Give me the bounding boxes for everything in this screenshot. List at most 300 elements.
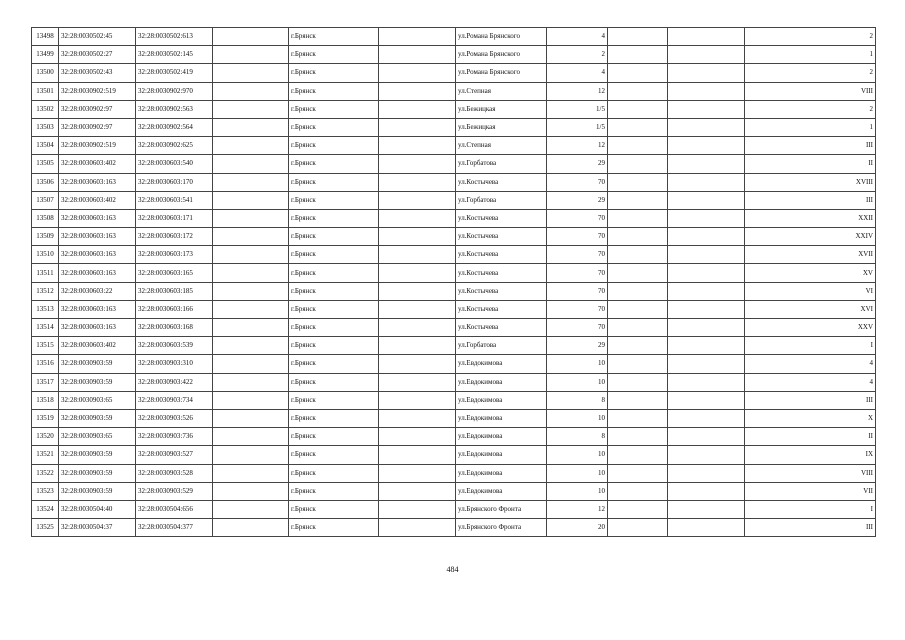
house-number-cell: 70 <box>547 319 608 337</box>
house-number-cell: 12 <box>547 500 608 518</box>
blank-cell-cell <box>379 464 456 482</box>
city-cell: г.Брянск <box>289 300 379 318</box>
blank-cell-cell <box>379 64 456 82</box>
blank-cell-cell <box>608 209 668 227</box>
house-number-cell: 29 <box>547 155 608 173</box>
blank-cell-cell <box>668 100 745 118</box>
parcel-cadastral-number-cell: 32:28:0030902:519 <box>59 82 136 100</box>
blank-cell-cell <box>213 118 289 136</box>
blank-cell-cell <box>608 446 668 464</box>
house-number-cell: 4 <box>547 64 608 82</box>
blank-cell-cell <box>213 337 289 355</box>
city-cell: г.Брянск <box>289 319 379 337</box>
table-row <box>32 373 876 391</box>
table-row <box>32 355 876 373</box>
blank-cell-cell <box>608 464 668 482</box>
table-row <box>32 246 876 264</box>
row-number-cell: 13509 <box>32 228 59 246</box>
blank-cell-cell <box>668 409 745 427</box>
parcel-cadastral-number-cell: 32:28:0030903:65 <box>59 391 136 409</box>
object-cadastral-number-cell: 32:28:0030902:564 <box>136 118 213 136</box>
parcel-cadastral-number-cell: 32:28:0030903:59 <box>59 464 136 482</box>
street-cell: ул.Евдокимова <box>456 464 547 482</box>
row-number-cell: 13511 <box>32 264 59 282</box>
blank-cell-cell <box>608 373 668 391</box>
blank-cell-cell <box>213 500 289 518</box>
blank-cell-cell <box>213 82 289 100</box>
blank-cell-cell <box>379 337 456 355</box>
house-number-cell: 70 <box>547 228 608 246</box>
blank-cell-cell <box>608 500 668 518</box>
premises-number-cell: 4 <box>745 355 876 373</box>
city-cell: г.Брянск <box>289 373 379 391</box>
object-cadastral-number-cell: 32:28:0030902:625 <box>136 137 213 155</box>
blank-cell-cell <box>668 300 745 318</box>
parcel-cadastral-number-cell: 32:28:0030903:65 <box>59 428 136 446</box>
table-row <box>32 100 876 118</box>
blank-cell-cell <box>213 228 289 246</box>
row-number-cell: 13504 <box>32 137 59 155</box>
house-number-cell: 2 <box>547 46 608 64</box>
house-number-cell: 70 <box>547 209 608 227</box>
blank-cell-cell <box>213 28 289 46</box>
blank-cell-cell <box>608 137 668 155</box>
object-cadastral-number-cell: 32:28:0030603:165 <box>136 264 213 282</box>
city-cell: г.Брянск <box>289 446 379 464</box>
street-cell: ул.Романа Брянского <box>456 64 547 82</box>
object-cadastral-number-cell: 32:28:0030903:736 <box>136 428 213 446</box>
blank-cell-cell <box>213 391 289 409</box>
city-cell: г.Брянск <box>289 100 379 118</box>
object-cadastral-number-cell: 32:28:0030603:540 <box>136 155 213 173</box>
blank-cell-cell <box>668 464 745 482</box>
row-number-cell: 13521 <box>32 446 59 464</box>
table-row <box>32 209 876 227</box>
row-number-cell: 13512 <box>32 282 59 300</box>
premises-number-cell: XV <box>745 264 876 282</box>
city-cell: г.Брянск <box>289 209 379 227</box>
blank-cell-cell <box>379 228 456 246</box>
blank-cell-cell <box>668 137 745 155</box>
city-cell: г.Брянск <box>289 137 379 155</box>
object-cadastral-number-cell: 32:28:0030603:539 <box>136 337 213 355</box>
object-cadastral-number-cell: 32:28:0030502:145 <box>136 46 213 64</box>
street-cell: ул.Костычева <box>456 264 547 282</box>
blank-cell-cell <box>213 373 289 391</box>
register-table <box>31 27 876 537</box>
blank-cell-cell <box>379 28 456 46</box>
blank-cell-cell <box>213 100 289 118</box>
object-cadastral-number-cell: 32:28:0030504:656 <box>136 500 213 518</box>
blank-cell-cell <box>379 500 456 518</box>
house-number-cell: 70 <box>547 282 608 300</box>
object-cadastral-number-cell: 32:28:0030903:527 <box>136 446 213 464</box>
blank-cell-cell <box>213 209 289 227</box>
premises-number-cell: XVII <box>745 246 876 264</box>
city-cell: г.Брянск <box>289 337 379 355</box>
house-number-cell: 8 <box>547 428 608 446</box>
blank-cell-cell <box>608 355 668 373</box>
premises-number-cell: XVIII <box>745 173 876 191</box>
house-number-cell: 12 <box>547 82 608 100</box>
blank-cell-cell <box>608 155 668 173</box>
table-row <box>32 191 876 209</box>
house-number-cell: 1/5 <box>547 118 608 136</box>
city-cell: г.Брянск <box>289 264 379 282</box>
table-row <box>32 391 876 409</box>
blank-cell-cell <box>213 264 289 282</box>
blank-cell-cell <box>379 46 456 64</box>
blank-cell-cell <box>379 82 456 100</box>
blank-cell-cell <box>379 319 456 337</box>
premises-number-cell: III <box>745 391 876 409</box>
city-cell: г.Брянск <box>289 173 379 191</box>
street-cell: ул.Евдокимова <box>456 482 547 500</box>
object-cadastral-number-cell: 32:28:0030902:563 <box>136 100 213 118</box>
blank-cell-cell <box>379 137 456 155</box>
street-cell: ул.Горбатова <box>456 337 547 355</box>
parcel-cadastral-number-cell: 32:28:0030603:163 <box>59 209 136 227</box>
city-cell: г.Брянск <box>289 118 379 136</box>
blank-cell-cell <box>213 355 289 373</box>
blank-cell-cell <box>668 337 745 355</box>
premises-number-cell: 4 <box>745 373 876 391</box>
premises-number-cell: XXII <box>745 209 876 227</box>
parcel-cadastral-number-cell: 32:28:0030902:97 <box>59 118 136 136</box>
parcel-cadastral-number-cell: 32:28:0030504:37 <box>59 519 136 537</box>
table-row <box>32 173 876 191</box>
street-cell: ул.Костычева <box>456 228 547 246</box>
house-number-cell: 10 <box>547 464 608 482</box>
row-number-cell: 13516 <box>32 355 59 373</box>
parcel-cadastral-number-cell: 32:28:0030603:402 <box>59 191 136 209</box>
object-cadastral-number-cell: 32:28:0030903:310 <box>136 355 213 373</box>
parcel-cadastral-number-cell: 32:28:0030504:40 <box>59 500 136 518</box>
city-cell: г.Брянск <box>289 246 379 264</box>
city-cell: г.Брянск <box>289 482 379 500</box>
blank-cell-cell <box>379 391 456 409</box>
object-cadastral-number-cell: 32:28:0030502:613 <box>136 28 213 46</box>
city-cell: г.Брянск <box>289 519 379 537</box>
blank-cell-cell <box>379 173 456 191</box>
premises-number-cell: III <box>745 191 876 209</box>
blank-cell-cell <box>608 519 668 537</box>
blank-cell-cell <box>668 191 745 209</box>
blank-cell-cell <box>608 428 668 446</box>
house-number-cell: 8 <box>547 391 608 409</box>
blank-cell-cell <box>213 246 289 264</box>
city-cell: г.Брянск <box>289 228 379 246</box>
blank-cell-cell <box>668 373 745 391</box>
blank-cell-cell <box>608 300 668 318</box>
street-cell: ул.Горбатова <box>456 191 547 209</box>
blank-cell-cell <box>213 464 289 482</box>
row-number-cell: 13522 <box>32 464 59 482</box>
house-number-cell: 4 <box>547 28 608 46</box>
blank-cell-cell <box>608 191 668 209</box>
blank-cell-cell <box>379 118 456 136</box>
blank-cell-cell <box>668 46 745 64</box>
row-number-cell: 13524 <box>32 500 59 518</box>
parcel-cadastral-number-cell: 32:28:0030603:163 <box>59 300 136 318</box>
city-cell: г.Брянск <box>289 428 379 446</box>
blank-cell-cell <box>379 100 456 118</box>
premises-number-cell: XXV <box>745 319 876 337</box>
house-number-cell: 70 <box>547 173 608 191</box>
row-number-cell: 13498 <box>32 28 59 46</box>
row-number-cell: 13507 <box>32 191 59 209</box>
blank-cell-cell <box>668 482 745 500</box>
object-cadastral-number-cell: 32:28:0030903:422 <box>136 373 213 391</box>
street-cell: ул.Костычева <box>456 300 547 318</box>
parcel-cadastral-number-cell: 32:28:0030603:163 <box>59 264 136 282</box>
street-cell: ул.Костычева <box>456 246 547 264</box>
row-number-cell: 13513 <box>32 300 59 318</box>
city-cell: г.Брянск <box>289 155 379 173</box>
house-number-cell: 29 <box>547 191 608 209</box>
city-cell: г.Брянск <box>289 46 379 64</box>
house-number-cell: 10 <box>547 446 608 464</box>
object-cadastral-number-cell: 32:28:0030603:173 <box>136 246 213 264</box>
blank-cell-cell <box>608 82 668 100</box>
street-cell: ул.Бежицкая <box>456 118 547 136</box>
city-cell: г.Брянск <box>289 191 379 209</box>
house-number-cell: 10 <box>547 409 608 427</box>
street-cell: ул.Евдокимова <box>456 409 547 427</box>
object-cadastral-number-cell: 32:28:0030603:185 <box>136 282 213 300</box>
blank-cell-cell <box>608 319 668 337</box>
blank-cell-cell <box>213 282 289 300</box>
street-cell: ул.Костычева <box>456 209 547 227</box>
table-row <box>32 464 876 482</box>
object-cadastral-number-cell: 32:28:0030603:166 <box>136 300 213 318</box>
blank-cell-cell <box>608 46 668 64</box>
premises-number-cell: 2 <box>745 100 876 118</box>
premises-number-cell: I <box>745 337 876 355</box>
row-number-cell: 13502 <box>32 100 59 118</box>
house-number-cell: 10 <box>547 355 608 373</box>
row-number-cell: 13525 <box>32 519 59 537</box>
blank-cell-cell <box>379 155 456 173</box>
city-cell: г.Брянск <box>289 464 379 482</box>
table-body <box>32 28 876 537</box>
blank-cell-cell <box>379 519 456 537</box>
premises-number-cell: III <box>745 519 876 537</box>
blank-cell-cell <box>608 409 668 427</box>
premises-number-cell: 2 <box>745 28 876 46</box>
house-number-cell: 10 <box>547 373 608 391</box>
blank-cell-cell <box>213 300 289 318</box>
object-cadastral-number-cell: 32:28:0030603:172 <box>136 228 213 246</box>
blank-cell-cell <box>213 155 289 173</box>
page-number: 484 <box>446 565 459 574</box>
premises-number-cell: 1 <box>745 118 876 136</box>
parcel-cadastral-number-cell: 32:28:0030603:163 <box>59 319 136 337</box>
blank-cell-cell <box>213 191 289 209</box>
table-row <box>32 282 876 300</box>
blank-cell-cell <box>668 228 745 246</box>
blank-cell-cell <box>668 355 745 373</box>
premises-number-cell: III <box>745 137 876 155</box>
house-number-cell: 70 <box>547 246 608 264</box>
row-number-cell: 13519 <box>32 409 59 427</box>
row-number-cell: 13500 <box>32 64 59 82</box>
row-number-cell: 13506 <box>32 173 59 191</box>
table-row <box>32 482 876 500</box>
blank-cell-cell <box>668 428 745 446</box>
house-number-cell: 70 <box>547 300 608 318</box>
city-cell: г.Брянск <box>289 409 379 427</box>
object-cadastral-number-cell: 32:28:0030902:970 <box>136 82 213 100</box>
row-number-cell: 13517 <box>32 373 59 391</box>
table-row <box>32 46 876 64</box>
table-row <box>32 228 876 246</box>
city-cell: г.Брянск <box>289 500 379 518</box>
table-row <box>32 118 876 136</box>
premises-number-cell: 2 <box>745 64 876 82</box>
table-row <box>32 28 876 46</box>
parcel-cadastral-number-cell: 32:28:0030603:163 <box>59 173 136 191</box>
blank-cell-cell <box>379 246 456 264</box>
parcel-cadastral-number-cell: 32:28:0030903:59 <box>59 409 136 427</box>
object-cadastral-number-cell: 32:28:0030603:168 <box>136 319 213 337</box>
table-row <box>32 64 876 82</box>
blank-cell-cell <box>379 191 456 209</box>
blank-cell-cell <box>668 82 745 100</box>
parcel-cadastral-number-cell: 32:28:0030502:43 <box>59 64 136 82</box>
row-number-cell: 13508 <box>32 209 59 227</box>
street-cell: ул.Романа Брянского <box>456 46 547 64</box>
blank-cell-cell <box>213 173 289 191</box>
premises-number-cell: VIII <box>745 82 876 100</box>
blank-cell-cell <box>379 264 456 282</box>
parcel-cadastral-number-cell: 32:28:0030502:45 <box>59 28 136 46</box>
blank-cell-cell <box>668 446 745 464</box>
blank-cell-cell <box>608 28 668 46</box>
object-cadastral-number-cell: 32:28:0030603:170 <box>136 173 213 191</box>
row-number-cell: 13520 <box>32 428 59 446</box>
row-number-cell: 13514 <box>32 319 59 337</box>
street-cell: ул.Горбатова <box>456 155 547 173</box>
row-number-cell: 13515 <box>32 337 59 355</box>
street-cell: ул.Брянского Фронта <box>456 500 547 518</box>
house-number-cell: 1/5 <box>547 100 608 118</box>
blank-cell-cell <box>608 100 668 118</box>
parcel-cadastral-number-cell: 32:28:0030603:402 <box>59 155 136 173</box>
blank-cell-cell <box>668 118 745 136</box>
table-row <box>32 337 876 355</box>
blank-cell-cell <box>668 282 745 300</box>
blank-cell-cell <box>608 337 668 355</box>
blank-cell-cell <box>213 409 289 427</box>
table-row <box>32 319 876 337</box>
blank-cell-cell <box>379 300 456 318</box>
premises-number-cell: 1 <box>745 46 876 64</box>
parcel-cadastral-number-cell: 32:28:0030902:97 <box>59 100 136 118</box>
premises-number-cell: X <box>745 409 876 427</box>
blank-cell-cell <box>608 228 668 246</box>
object-cadastral-number-cell: 32:28:0030502:419 <box>136 64 213 82</box>
row-number-cell: 13503 <box>32 118 59 136</box>
parcel-cadastral-number-cell: 32:28:0030603:163 <box>59 228 136 246</box>
blank-cell-cell <box>608 282 668 300</box>
premises-number-cell: II <box>745 155 876 173</box>
house-number-cell: 10 <box>547 482 608 500</box>
blank-cell-cell <box>668 264 745 282</box>
table-row <box>32 409 876 427</box>
house-number-cell: 12 <box>547 137 608 155</box>
street-cell: ул.Евдокимова <box>456 428 547 446</box>
row-number-cell: 13523 <box>32 482 59 500</box>
street-cell: ул.Брянского Фронта <box>456 519 547 537</box>
table-row <box>32 519 876 537</box>
blank-cell-cell <box>213 319 289 337</box>
table-row <box>32 428 876 446</box>
street-cell: ул.Бежицкая <box>456 100 547 118</box>
street-cell: ул.Костычева <box>456 319 547 337</box>
premises-number-cell: I <box>745 500 876 518</box>
street-cell: ул.Евдокимова <box>456 373 547 391</box>
city-cell: г.Брянск <box>289 282 379 300</box>
table-row <box>32 155 876 173</box>
house-number-cell: 29 <box>547 337 608 355</box>
blank-cell-cell <box>213 446 289 464</box>
table-row <box>32 300 876 318</box>
street-cell: ул.Костычева <box>456 282 547 300</box>
blank-cell-cell <box>668 64 745 82</box>
table-row <box>32 137 876 155</box>
blank-cell-cell <box>213 482 289 500</box>
blank-cell-cell <box>668 173 745 191</box>
blank-cell-cell <box>668 28 745 46</box>
row-number-cell: 13518 <box>32 391 59 409</box>
blank-cell-cell <box>668 155 745 173</box>
city-cell: г.Брянск <box>289 64 379 82</box>
street-cell: ул.Степная <box>456 137 547 155</box>
blank-cell-cell <box>608 482 668 500</box>
table-row <box>32 500 876 518</box>
premises-number-cell: XXIV <box>745 228 876 246</box>
city-cell: г.Брянск <box>289 355 379 373</box>
blank-cell-cell <box>668 391 745 409</box>
parcel-cadastral-number-cell: 32:28:0030903:59 <box>59 373 136 391</box>
blank-cell-cell <box>608 246 668 264</box>
object-cadastral-number-cell: 32:28:0030603:541 <box>136 191 213 209</box>
parcel-cadastral-number-cell: 32:28:0030603:163 <box>59 246 136 264</box>
blank-cell-cell <box>608 264 668 282</box>
blank-cell-cell <box>213 137 289 155</box>
row-number-cell: 13501 <box>32 82 59 100</box>
house-number-cell: 20 <box>547 519 608 537</box>
parcel-cadastral-number-cell: 32:28:0030903:59 <box>59 482 136 500</box>
street-cell: ул.Евдокимова <box>456 446 547 464</box>
blank-cell-cell <box>668 500 745 518</box>
blank-cell-cell <box>379 446 456 464</box>
blank-cell-cell <box>668 519 745 537</box>
object-cadastral-number-cell: 32:28:0030903:526 <box>136 409 213 427</box>
blank-cell-cell <box>608 173 668 191</box>
city-cell: г.Брянск <box>289 28 379 46</box>
blank-cell-cell <box>379 355 456 373</box>
parcel-cadastral-number-cell: 32:28:0030603:22 <box>59 282 136 300</box>
blank-cell-cell <box>668 209 745 227</box>
house-number-cell: 70 <box>547 264 608 282</box>
blank-cell-cell <box>213 46 289 64</box>
premises-number-cell: VI <box>745 282 876 300</box>
object-cadastral-number-cell: 32:28:0030504:377 <box>136 519 213 537</box>
blank-cell-cell <box>608 391 668 409</box>
blank-cell-cell <box>213 64 289 82</box>
